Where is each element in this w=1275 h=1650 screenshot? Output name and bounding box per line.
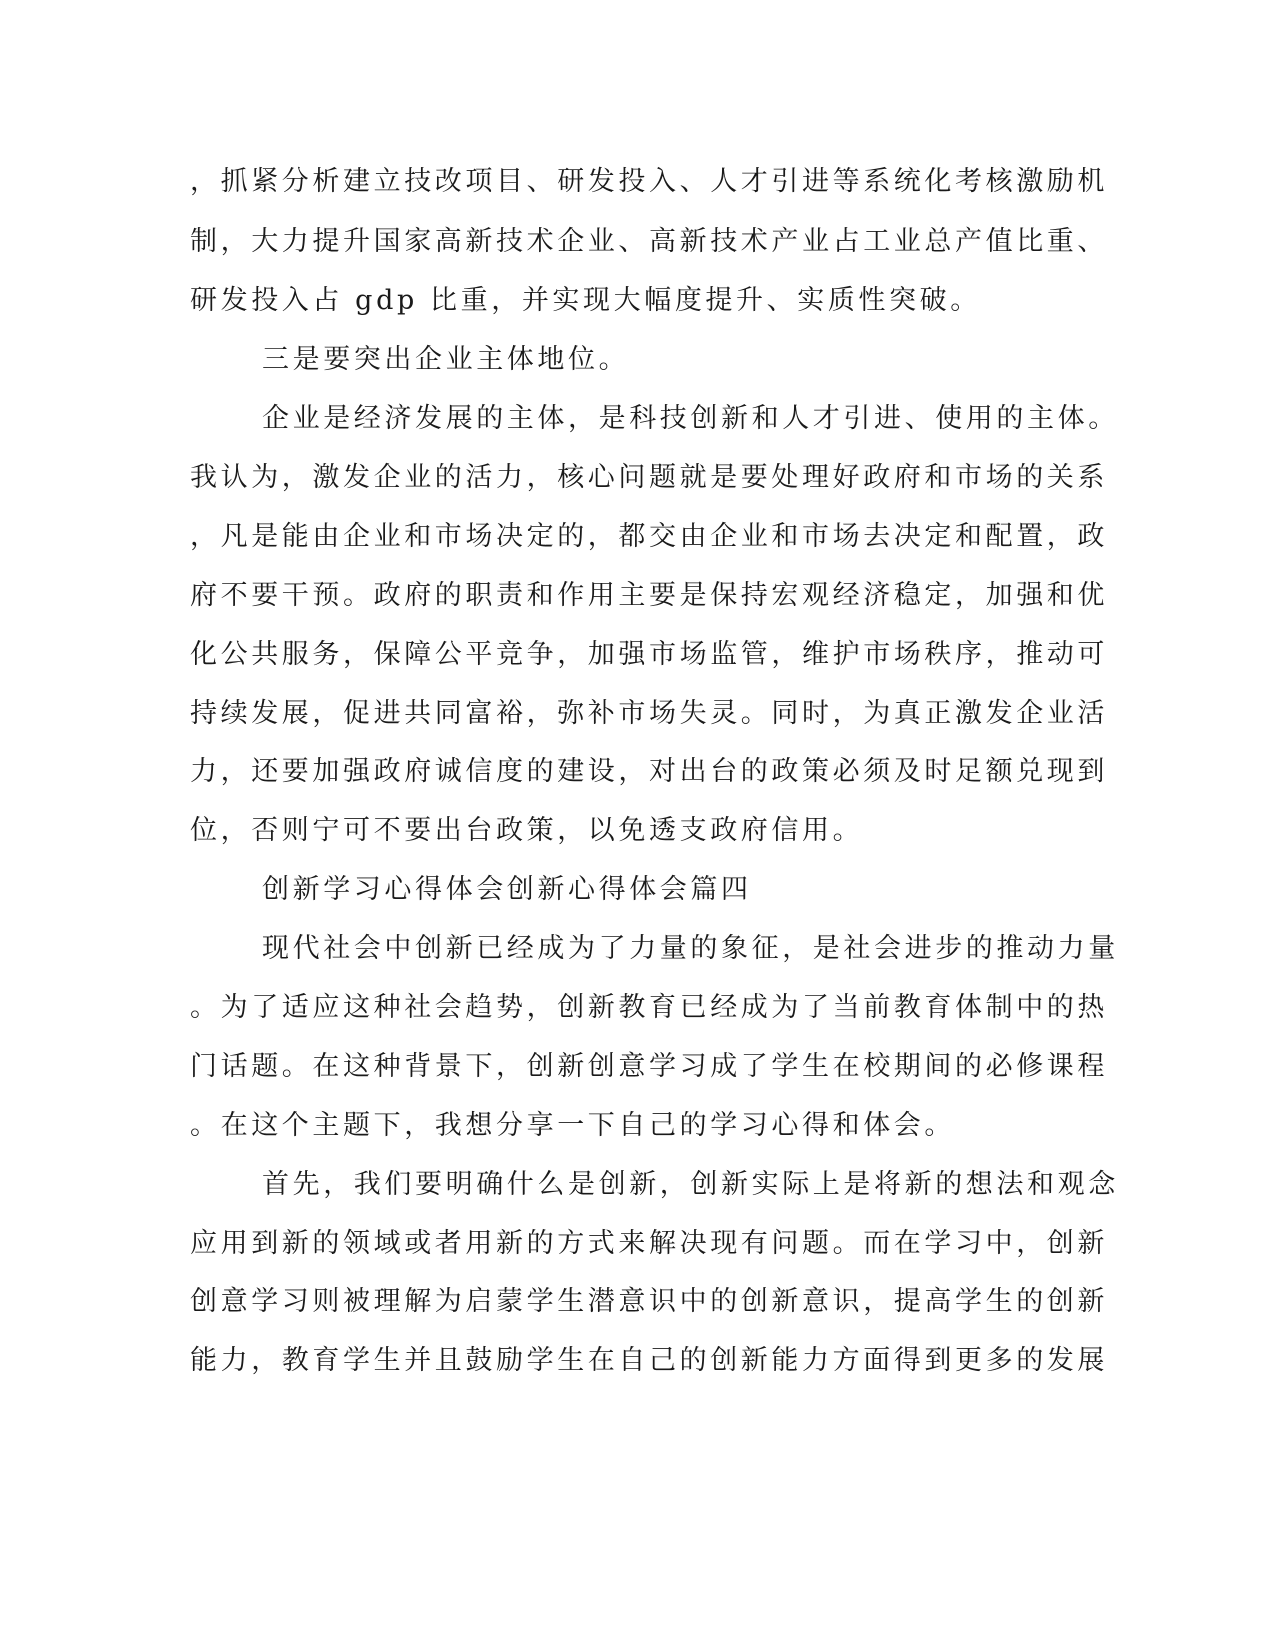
text-line-16: 门话题。在这种背景下，创新创意学习成了学生在校期间的必修课程 xyxy=(190,1051,1108,1082)
text-line-11: 力，还要加强政府诚信度的建设，对出台的政策必须及时足额兑现到 xyxy=(190,756,1108,787)
text-line-19: 应用到新的领域或者用新的方式来解决现有问题。而在学习中，创新 xyxy=(190,1228,1108,1259)
text-line-21: 能力，教育学生并且鼓励学生在自己的创新能力方面得到更多的发展 xyxy=(190,1345,1108,1376)
text-line-8: 府不要干预。政府的职责和作用主要是保持宏观经济稳定，加强和优 xyxy=(190,580,1108,611)
text-line-20: 创意学习则被理解为启蒙学生潜意识中的创新意识，提高学生的创新 xyxy=(190,1286,1108,1317)
text-line-9: 化公共服务，保障公平竞争，加强市场监管，维护市场秩序，推动可 xyxy=(190,639,1108,670)
text-line-5: 企业是经济发展的主体，是科技创新和人才引进、使用的主体。 xyxy=(262,403,1119,434)
text-line-2: 制，大力提升国家高新技术企业、高新技术产业占工业总产值比重、 xyxy=(190,226,1108,257)
text-line-17: 。在这个主题下，我想分享一下自己的学习心得和体会。 xyxy=(190,1110,955,1141)
text-line-18: 首先，我们要明确什么是创新，创新实际上是将新的想法和观念 xyxy=(262,1169,1119,1200)
text-line-6: 我认为，激发企业的活力，核心问题就是要处理好政府和市场的关系 xyxy=(190,462,1108,493)
text-line-7: ，凡是能由企业和市场决定的，都交由企业和市场去决定和配置，政 xyxy=(190,521,1108,552)
text-line-3: 研发投入占 gdp 比重，并实现大幅度提升、实质性突破。 xyxy=(190,285,981,316)
text-line-14: 现代社会中创新已经成为了力量的象征，是社会进步的推动力量 xyxy=(262,933,1119,964)
text-line-1: ，抓紧分析建立技改项目、研发投入、人才引进等系统化考核激励机 xyxy=(190,166,1108,197)
section-heading: 三是要突出企业主体地位。 xyxy=(262,344,630,375)
chapter-heading: 创新学习心得体会创新心得体会篇四 xyxy=(262,874,752,905)
text-line-12: 位，否则宁可不要出台政策，以免透支政府信用。 xyxy=(190,815,864,846)
text-line-10: 持续发展，促进共同富裕，弥补市场失灵。同时，为真正激发企业活 xyxy=(190,698,1108,729)
text-line-15: 。为了适应这种社会趋势，创新教育已经成为了当前教育体制中的热 xyxy=(190,992,1108,1023)
